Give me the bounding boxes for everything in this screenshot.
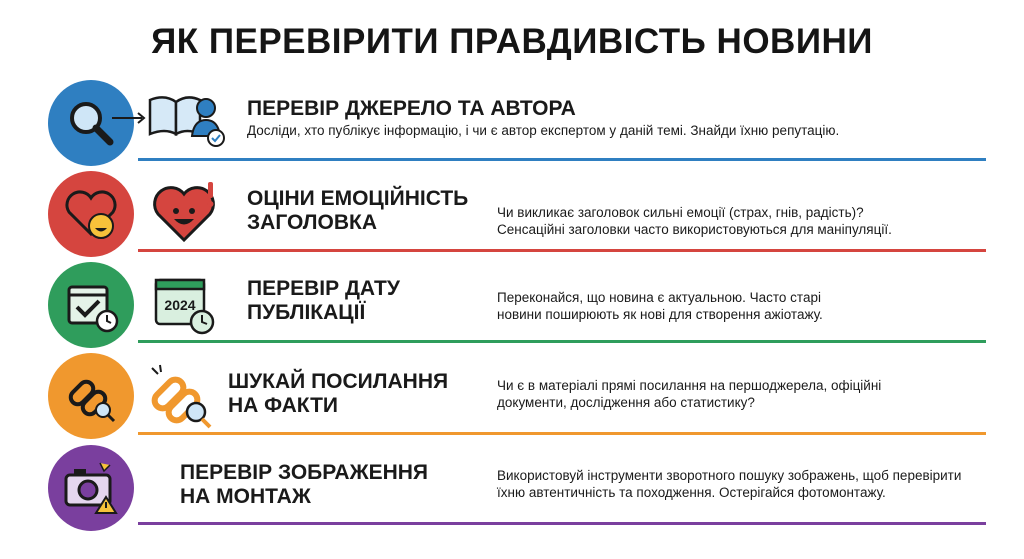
- divider: [138, 158, 986, 161]
- heart-emoji-icon: [152, 178, 222, 248]
- step-4-heading: ШУКАЙ ПОСИЛАННЯ НА ФАКТИ: [228, 370, 449, 417]
- step-1-heading: ПЕРЕВІР ДЖЕРЕЛО ТА АВТОРА: [247, 97, 576, 120]
- divider: [138, 522, 986, 525]
- camera-warning-icon: [48, 445, 134, 531]
- step-2-description: Чи викликає заголовок сильні емоції (страх, гнів, радість)? Сенсаційні заголовки часто використовуються для маніпуляції.: [497, 205, 892, 237]
- calendar-year: 2024: [164, 297, 196, 313]
- calendar-check-icon: [48, 262, 134, 348]
- divider: [138, 432, 986, 435]
- heart-icon: [48, 171, 134, 257]
- divider: [138, 340, 986, 343]
- page-title: ЯК ПЕРЕВІРИТИ ПРАВДИВІСТЬ НОВИНИ: [151, 22, 873, 61]
- step-4-description: Чи є в матеріалі прямі посилання на першоджерела, офіційні документи, дослідження або статистику?: [497, 378, 882, 410]
- step-5-description: Використовуй інструменти зворотного пошуку зображень, щоб перевірити їхню автентичність та походження. Остерігайся фотомонтажу.: [497, 468, 962, 500]
- chain-magnifier-icon: [48, 353, 134, 439]
- step-3-description: Переконайся, що новина є актуальною. Часто старі новини поширюють як нові для створення ажіотажу.: [497, 290, 823, 322]
- step-5-heading: ПЕРЕВІР ЗОБРАЖЕННЯ НА МОНТАЖ: [180, 461, 429, 508]
- step-3-heading: ПЕРЕВІР ДАТУ ПУБЛІКАЦІЇ: [247, 277, 400, 324]
- step-1-description: Досліди, хто публікує інформацію, і чи є автор експертом у даній темі. Знайди їхню репутацію.: [247, 123, 840, 138]
- book-author-icon: [110, 86, 230, 156]
- step-2-heading: ОЦІНИ ЕМОЦІЙНІСТЬ ЗАГОЛОВКА: [247, 187, 469, 234]
- divider: [138, 249, 986, 252]
- chain-link-icon: [146, 362, 216, 432]
- calendar-clock-icon: [150, 270, 220, 340]
